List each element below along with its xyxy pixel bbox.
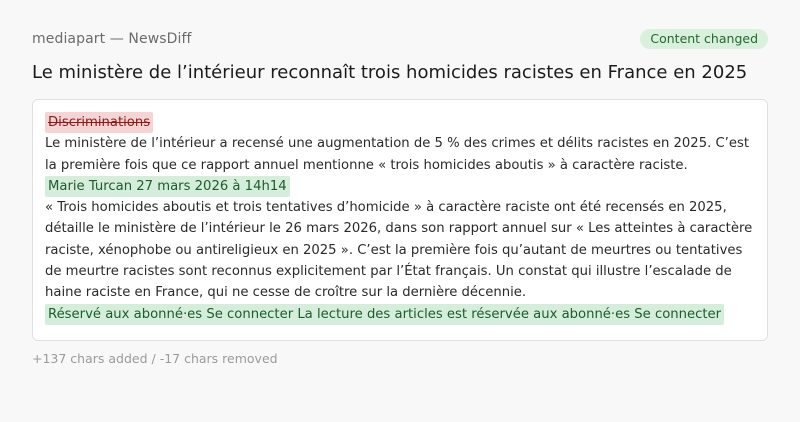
diff-card xyxy=(32,99,768,341)
source-label: mediapart — NewsDiff xyxy=(32,31,192,47)
added-text: Marie Turcan 27 mars 2026 à 14h14 xyxy=(45,176,290,197)
status-badge: Content changed xyxy=(640,29,768,49)
added-text: Réservé aux abonné·es Se connecter La lecture des articles est réservée aux abonné·es Se connecter xyxy=(45,304,724,325)
removed-text: Discriminations xyxy=(45,112,153,133)
article-title: Le ministère de l’intérieur reconnaît trois homicides racistes en France en 2025 xyxy=(32,62,748,83)
unchanged-paragraph: « Trois homicides aboutis et trois tentatives d’homicide » à caractère raciste ont été recensés en 2025, détaille le ministère de l’intérieur le 26 mars 2026, dans son rapport annuel sur « Les atteintes à caractère raciste, xénophobe ou antireligieux en 2025 ». C’est la première fois qu’autant de meurtres ou tentatives de meurtre racistes sont reconnus explicitement par l’État français. Un constat qui illustre l’escalade de haine raciste en France, qui ne cesse de croître sur la dernière décennie. xyxy=(45,200,753,301)
header-row xyxy=(32,28,768,50)
diff-stats: +137 chars added / -17 chars removed xyxy=(32,351,278,366)
unchanged-paragraph: Le ministère de l’intérieur a recensé une augmentation de 5 % des crimes et délits racistes en 2025. C’est la première fois que ce rapport annuel mentionne « trois homicides aboutis » à caractère raciste. xyxy=(45,136,750,173)
